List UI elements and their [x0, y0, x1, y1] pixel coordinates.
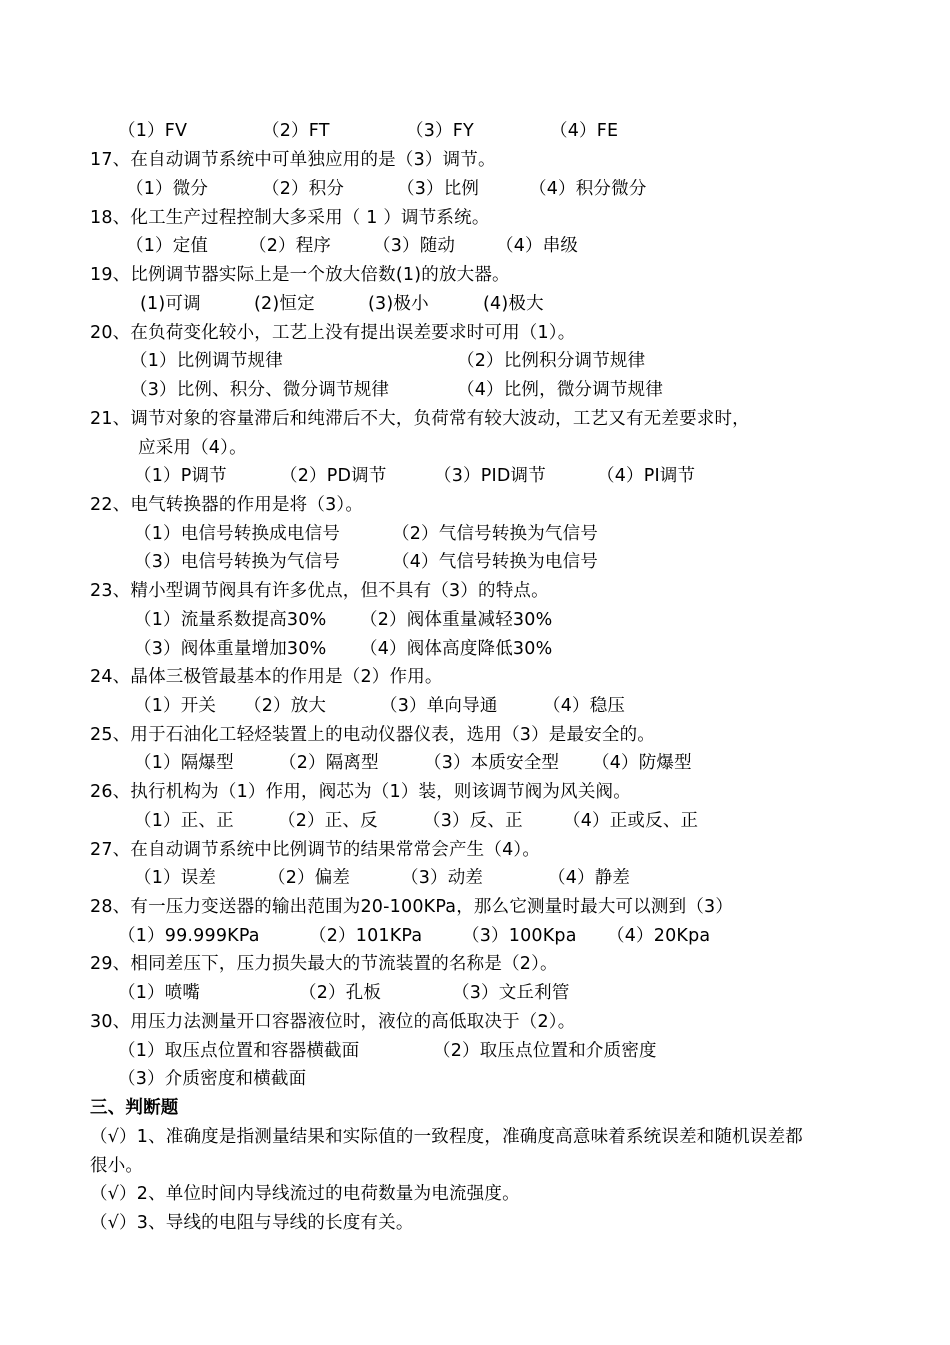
q28-option-4: （4）20Kpa — [607, 926, 711, 946]
q25-stem: 25、用于石油化工轻烃装置上的电动仪器仪表，选用（3）是最安全的。 — [90, 725, 655, 745]
q28-option-3: （3）100Kpa — [462, 926, 577, 946]
q17-option-1: （1）微分 — [126, 179, 209, 199]
q16-option-2: （2）FT — [262, 121, 330, 141]
q29-options — [118, 982, 570, 1004]
q30-option-2: （2）取压点位置和介质密度 — [433, 1041, 657, 1061]
q22-option-4: （4）气信号转换为电信号 — [392, 552, 599, 572]
q24-option-2: （2）放大 — [244, 696, 327, 716]
section-3-title: 三、判断题 — [90, 1098, 179, 1118]
q16-option-3: （3）FY — [406, 121, 474, 141]
q20-option-2: （2）比例积分调节规律 — [457, 351, 646, 371]
q26-option-1: （1）正、正 — [134, 811, 234, 831]
q27-option-3: （3）动差 — [401, 868, 484, 888]
q19-option-2: (2)恒定 — [254, 294, 315, 314]
q30-option-1: （1）取压点位置和容器横截面 — [118, 1041, 360, 1061]
q28-option-2: （2）101KPa — [309, 926, 423, 946]
q27-option-2: （2）偏差 — [268, 868, 351, 888]
q24-option-1: （1）开关 — [134, 696, 217, 716]
q23-option-3: （3）阀体重量增加30% — [134, 639, 327, 659]
q25-option-2: （2）隔离型 — [279, 753, 379, 773]
q24-option-3: （3）单向导通 — [380, 696, 498, 716]
q21-options — [134, 465, 695, 487]
q28-stem: 28、有一压力变送器的输出范围为20-100KPa，那么它测量时最大可以测到（3） — [90, 897, 734, 917]
q18-option-3: （3）随动 — [373, 236, 456, 256]
q30-stem: 30、用压力法测量开口容器液位时，液位的高低取决于（2）。 — [90, 1012, 576, 1032]
q20-options-row2 — [130, 379, 663, 401]
q30-options-row1 — [118, 1040, 657, 1062]
q17-stem: 17、在自动调节系统中可单独应用的是（3）调节。 — [90, 150, 496, 170]
q21-option-4: （4）PI调节 — [597, 466, 696, 486]
q27-stem: 27、在自动调节系统中比例调节的结果常常会产生（4）。 — [90, 840, 541, 860]
q16-option-1: （1）FV — [118, 121, 188, 141]
q27-options — [134, 867, 630, 889]
q20-options-row1 — [130, 350, 645, 372]
q22-options-row1 — [134, 523, 598, 545]
q18-option-2: （2）程序 — [249, 236, 332, 256]
q17-option-2: （2）积分 — [262, 179, 345, 199]
q22-option-3: （3）电信号转换为气信号 — [134, 552, 341, 572]
q26-option-3: （3）反、正 — [423, 811, 523, 831]
q20-option-1: （1）比例调节规律 — [130, 351, 283, 371]
q28-option-1: （1）99.999KPa — [118, 926, 260, 946]
q22-option-2: （2）气信号转换为气信号 — [392, 524, 599, 544]
q19-option-1: (1)可调 — [140, 294, 201, 314]
q19-stem: 19、比例调节器实际上是一个放大倍数(1)的放大器。 — [90, 265, 510, 285]
q26-stem: 26、执行机构为（1）作用，阀芯为（1）装，则该调节阀为风关阀。 — [90, 782, 631, 802]
q18-stem: 18、化工生产过程控制大多采用（ 1 ）调节系统。 — [90, 208, 490, 228]
q19-option-3: (3)极小 — [368, 294, 429, 314]
q26-options — [134, 810, 698, 832]
q16-option-4: （4）FE — [550, 121, 619, 141]
q23-options-row1 — [134, 609, 552, 631]
q21-stem: 21、调节对象的容量滞后和纯滞后不大，负荷常有较大波动，工艺又有无差要求时， — [90, 409, 750, 429]
q23-option-4: （4）阀体高度降低30% — [360, 639, 553, 659]
q24-options — [134, 695, 625, 717]
q25-option-3: （3）本质安全型 — [424, 753, 560, 773]
q27-option-1: （1）误差 — [134, 868, 217, 888]
tf-item-2: （√）2、单位时间内导线流过的电荷数量为电流强度。 — [90, 1184, 520, 1204]
tf-item-1-line2: 很小。 — [90, 1156, 144, 1176]
q17-option-4: （4）积分微分 — [529, 179, 647, 199]
q22-options-row2 — [134, 551, 598, 573]
q17-options — [126, 178, 647, 200]
q29-stem: 29、相同差压下，压力损失最大的节流装置的名称是（2）。 — [90, 954, 558, 974]
q24-option-4: （4）稳压 — [543, 696, 626, 716]
q18-option-4: （4）串级 — [496, 236, 579, 256]
q22-option-1: （1）电信号转换成电信号 — [134, 524, 341, 544]
q20-option-4: （4）比例，微分调节规律 — [457, 380, 664, 400]
q28-options — [118, 925, 710, 947]
q19-options — [140, 293, 544, 315]
q30-options-row2 — [118, 1068, 306, 1090]
q18-options — [126, 235, 578, 257]
q20-stem: 20、在负荷变化较小，工艺上没有提出误差要求时可用（1）。 — [90, 323, 576, 343]
tf-item-3: （√）3、导线的电阻与导线的长度有关。 — [90, 1213, 414, 1233]
q22-stem: 22、电气转换器的作用是将（3）。 — [90, 495, 364, 515]
q16-options — [118, 120, 618, 142]
q26-option-2: （2）正、反 — [278, 811, 378, 831]
q19-option-4: (4)极大 — [483, 294, 544, 314]
q29-option-3: （3）文丘利管 — [452, 983, 570, 1003]
q29-option-1: （1）喷嘴 — [118, 983, 201, 1003]
q27-option-4: （4）静差 — [548, 868, 631, 888]
q29-option-2: （2）孔板 — [299, 983, 382, 1003]
q21-option-1: （1）P调节 — [134, 466, 227, 486]
q25-option-1: （1）隔爆型 — [134, 753, 234, 773]
q21-option-3: （3）PID调节 — [434, 466, 546, 486]
q23-options-row2 — [134, 638, 552, 660]
q23-stem: 23、精小型调节阀具有许多优点，但不具有（3）的特点。 — [90, 581, 549, 601]
q25-option-4: （4）防爆型 — [592, 753, 692, 773]
q24-stem: 24、晶体三极管最基本的作用是（2）作用。 — [90, 667, 443, 687]
q30-option-3: （3）介质密度和横截面 — [118, 1069, 307, 1089]
q18-option-1: （1）定值 — [126, 236, 209, 256]
q23-option-2: （2）阀体重量减轻30% — [360, 610, 553, 630]
q25-options — [134, 752, 692, 774]
tf-item-1-line1: （√）1、准确度是指测量结果和实际值的一致程度，准确度高意味着系统误差和随机误差都 — [90, 1127, 803, 1147]
q17-option-3: （3）比例 — [397, 179, 480, 199]
q23-option-1: （1）流量系数提高30% — [134, 610, 327, 630]
q26-option-4: （4）正或反、正 — [563, 811, 699, 831]
q20-option-3: （3）比例、积分、微分调节规律 — [130, 380, 390, 400]
q21-option-2: （2）PD调节 — [280, 466, 387, 486]
q21-stem-cont: 应采用（4）。 — [138, 438, 247, 458]
